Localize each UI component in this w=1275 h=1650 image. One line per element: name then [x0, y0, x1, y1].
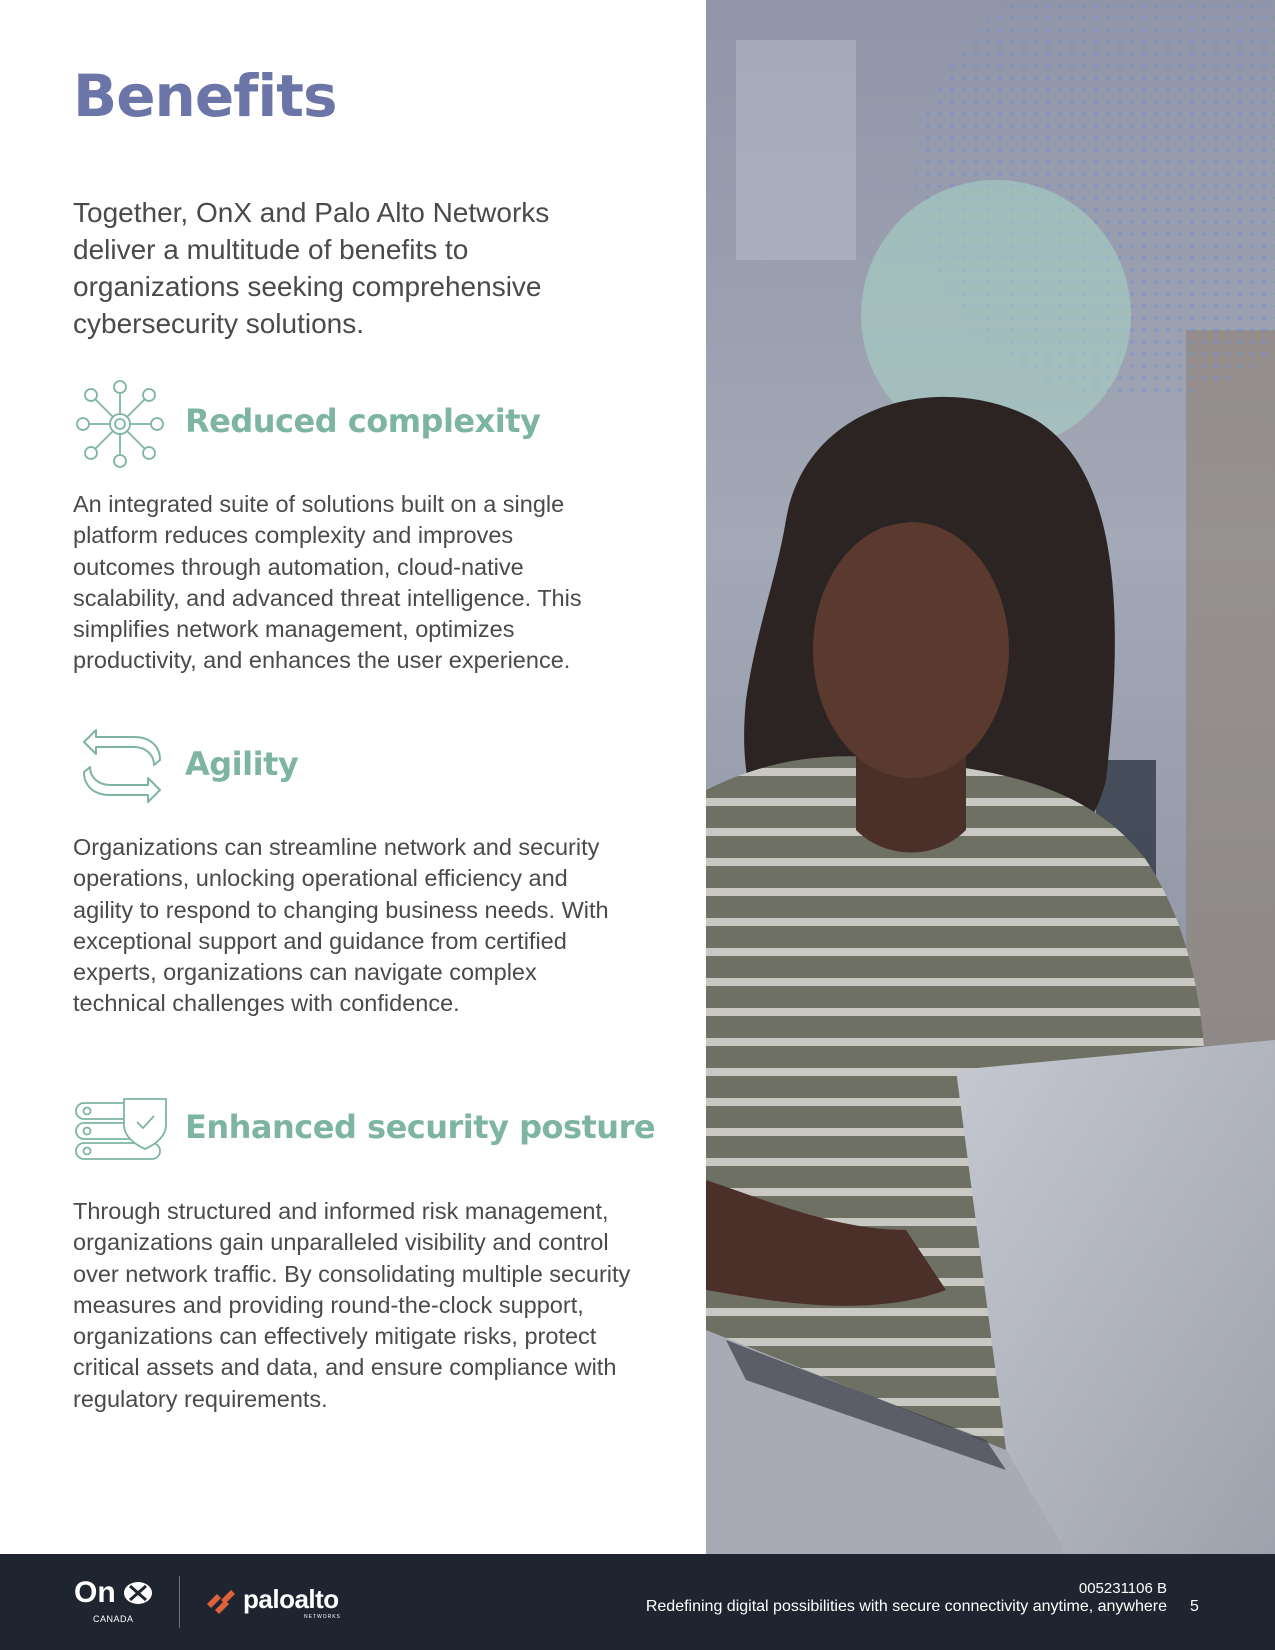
section-heading-security-posture: Enhanced security posture [185, 1108, 656, 1146]
intro-paragraph: Together, OnX and Palo Alto Networks deliver a multitude of benefits to organizations seeking comprehensive cybersecurity solutions. [73, 197, 550, 339]
section-body-agility: Organizations can streamline network and security operations, unlocking operational efficiency and agility to respond to changing business needs. With exceptional support and guidance from certified experts, organizations can navigate complex technical challenges with confidence. [73, 834, 609, 1017]
paloalto-mark-icon [205, 1590, 239, 1614]
hero-photo [706, 0, 1275, 1554]
section-heading-reduced-complexity: Reduced complexity [185, 402, 541, 440]
document-code: 005231106 B [1078, 1580, 1167, 1597]
paloalto-logo-subtitle: NETWORKS [304, 1614, 341, 1620]
section-body-security-posture: Through structured and informed risk management, organizations gain unparalleled visibility and control over network traffic. By consolidating multiple security measures and providing round-the-clock support, organizations can effectively mitigate risks, protect critical assets and data, and ensure compliance with regulatory requirements. [73, 1198, 631, 1412]
onx-logo-text: On [74, 1576, 116, 1609]
network-gear-icon [72, 376, 168, 477]
footer-tagline: Redefining digital possibilities with secure connectivity anytime, anywhere [645, 1598, 1167, 1615]
server-shield-icon [74, 1097, 170, 1168]
page-title: Benefits [73, 62, 337, 130]
onx-logo-subtitle: CANADA [93, 1614, 134, 1624]
footer-bar [0, 1554, 1275, 1650]
section-body-reduced-complexity: An integrated suite of solutions built on a single platform reduces complexity and improves outcomes through automation, cloud-native scalability, and advanced threat intelligence. This simplifies network management, optimizes productivity, and enhances the user experience. [73, 491, 582, 674]
onx-x-mark-icon [123, 1580, 153, 1606]
paloalto-logo-text: paloalto [243, 1584, 339, 1614]
page-number: 5 [1190, 1598, 1199, 1615]
logo-divider [179, 1576, 180, 1628]
section-heading-agility: Agility [185, 745, 299, 783]
sync-arrows-icon [78, 720, 168, 817]
